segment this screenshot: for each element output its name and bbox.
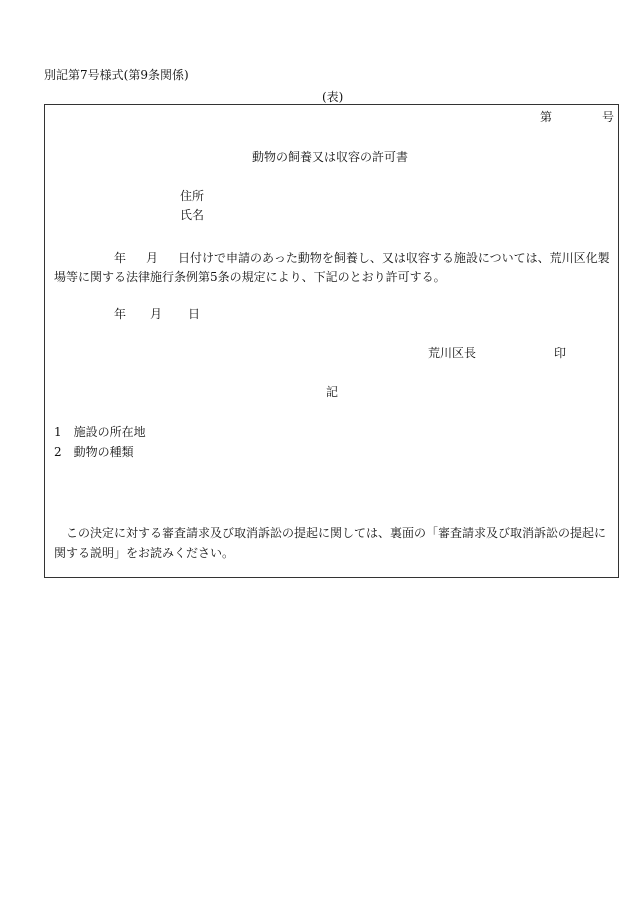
ki-heading: 記 [326, 385, 339, 399]
body-text: 日付けで申請のあった動物を飼養し、又は収容する施設については、荒川区化製場等に関する法律施行条例第5条の規定により、下記のとおり許可する。 [54, 251, 610, 284]
date-year-label: 年 [114, 307, 127, 321]
permission-body [54, 249, 614, 287]
date-day-label: 日 [188, 307, 201, 321]
appeal-notice [54, 523, 614, 563]
item-number: 1 [54, 425, 62, 439]
date-month-label: 月 [150, 307, 163, 321]
document-title: 動物の飼養又は収容の許可書 [252, 150, 409, 164]
list-item [54, 445, 134, 459]
body-month-label: 月 [146, 251, 159, 265]
issuer-name: 荒川区長 [428, 346, 477, 360]
number-go-label: 号 [602, 110, 615, 124]
number-dai-label: 第 [540, 110, 553, 124]
list-item [54, 425, 146, 439]
item-text: 施設の所在地 [73, 425, 146, 439]
form-frame [44, 104, 619, 578]
item-text: 動物の種類 [73, 445, 134, 459]
form-label: 別記第7号様式(第9条関係) [44, 68, 189, 82]
side-label: (表) [322, 90, 344, 104]
notice-text: この決定に対する審査請求及び取消訴訟の提起に関しては、裏面の「審査請求及び取消訴訟の提起に関する説明」をお読みください。 [54, 526, 607, 560]
name-label: 氏名 [180, 208, 205, 222]
body-year-label: 年 [114, 251, 127, 265]
item-number: 2 [54, 445, 62, 459]
seal-mark: 印 [554, 346, 567, 360]
address-label: 住所 [180, 189, 205, 203]
